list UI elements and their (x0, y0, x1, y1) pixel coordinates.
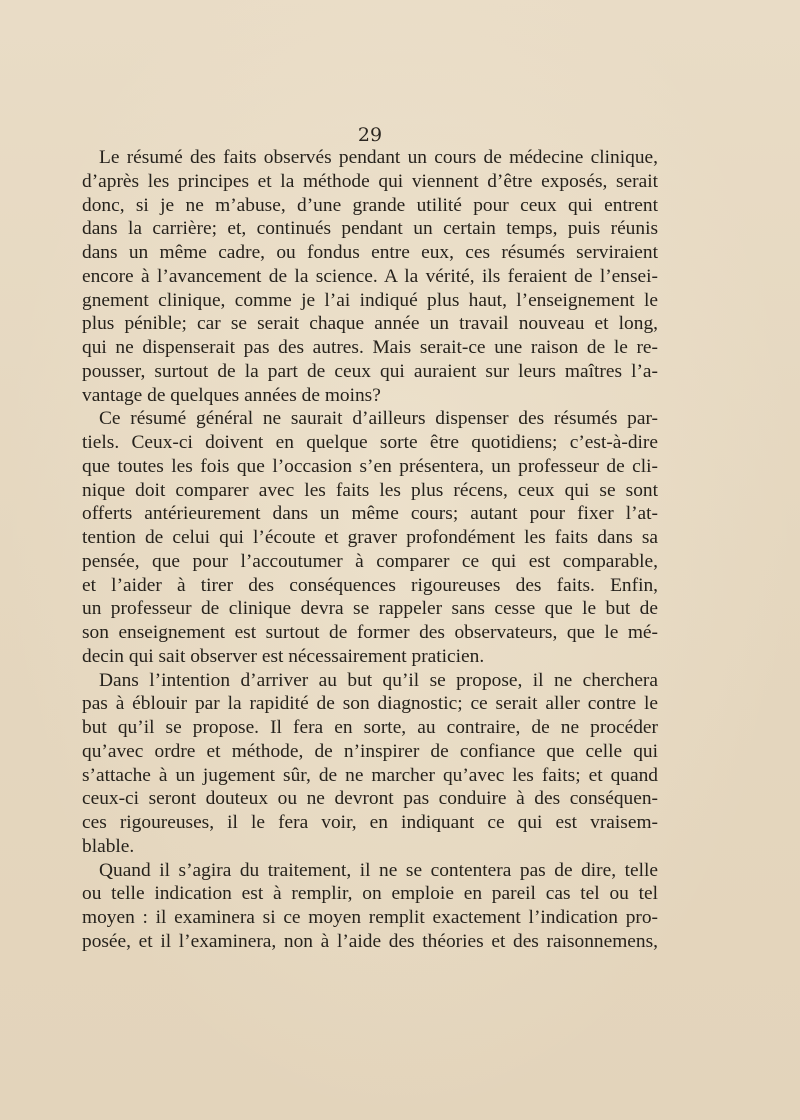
text-line: et l’aider à tirer des conséquences rigoureuses des faits. Enfin, (82, 574, 658, 596)
text-line: vantage de quelques années de moins? (82, 384, 381, 406)
text-line: encore à l’avancement de la science. A la vérité, ils feraient de l’ensei- (82, 265, 658, 287)
text-line: Dans l’intention d’arriver au but qu’il se propose, il ne cherchera (99, 669, 658, 691)
text-line: offerts antérieurement dans un même cours; autant pour fixer l’at- (82, 503, 658, 525)
body-text (82, 146, 658, 954)
paragraph-3 (82, 669, 658, 859)
text-line: s’attache à un jugement sûr, de ne marcher qu’avec les faits; et quand (82, 764, 658, 786)
text-line: posée, et il l’examinera, non à l’aide des théories et des raisonnemens, (82, 930, 658, 952)
text-line: tention de celui qui l’écoute et graver profondément les faits dans sa (82, 527, 658, 548)
paragraph-2 (82, 407, 658, 668)
text-line: dans la carrière; et, continués pendant un certain temps, puis réunis (82, 218, 658, 240)
paragraph-1 (82, 146, 658, 407)
text-line: un professeur de clinique devra se rappeler sans cesse que le but de (82, 598, 658, 620)
page-number: 29 (357, 124, 383, 146)
text-line: gnement clinique, comme je l’ai indiqué plus haut, l’enseignement le (82, 289, 658, 311)
text-line: tiels. Ceux-ci doivent en quelque sorte être quotidiens; c’est-à-dire (82, 432, 658, 453)
text-line: but qu’il se propose. Il fera en sorte, au contraire, de ne procéder (82, 717, 658, 738)
text-line: Ce résumé général ne saurait d’ailleurs dispenser des résumés par- (99, 408, 658, 430)
text-line: moyen : il examinera si ce moyen remplit exactement l’indication pro- (82, 907, 658, 928)
text-line: pas à éblouir par la rapidité de son diagnostic; ce serait aller contre le (82, 693, 658, 715)
text-line: pousser, surtout de la part de ceux qui auraient sur leurs maîtres l’a- (82, 360, 658, 382)
text-line: ces rigoureuses, il le fera voir, en indiquant ce qui est vraisem- (82, 812, 658, 833)
text-line: nique doit comparer avec les faits les plus récens, ceux qui se sont (82, 479, 658, 501)
text-line: ceux-ci seront douteux ou ne devront pas conduire à des conséquen- (82, 788, 658, 810)
text-line: pensée, que pour l’accoutumer à comparer ce qui est comparable, (82, 550, 658, 572)
text-line: qui ne dispenserait pas des autres. Mais serait-ce une raison de le re- (82, 337, 658, 358)
text-line: Le résumé des faits observés pendant un cours de médecine clinique, (99, 147, 658, 168)
text-line: ou telle indication est à remplir, on emploie en pareil cas tel ou tel (82, 883, 658, 905)
text-line: plus pénible; car se serait chaque année un travail nouveau et long, (82, 313, 658, 335)
text-line: que toutes les fois que l’occasion s’en présentera, un professeur de cli- (82, 455, 658, 477)
text-line: blable. (82, 835, 135, 857)
text-line: son enseignement est surtout de former des observateurs, que le mé- (82, 622, 658, 643)
text-line: d’après les principes et la méthode qui viennent d’être exposés, serait (82, 170, 658, 192)
text-line: Quand il s’agira du traitement, il ne se contentera pas de dire, telle (99, 859, 658, 881)
text-line: qu’avec ordre et méthode, de n’inspirer de confiance que celle qui (82, 740, 658, 762)
text-line: dans un même cadre, ou fondus entre eux, ces résumés serviraient (82, 242, 658, 263)
text-line: donc, si je ne m’abuse, d’une grande utilité pour ceux qui entrent (82, 194, 658, 216)
paragraph-4 (82, 859, 658, 954)
text-line: decin qui sait observer est nécessairement praticien. (82, 645, 485, 667)
